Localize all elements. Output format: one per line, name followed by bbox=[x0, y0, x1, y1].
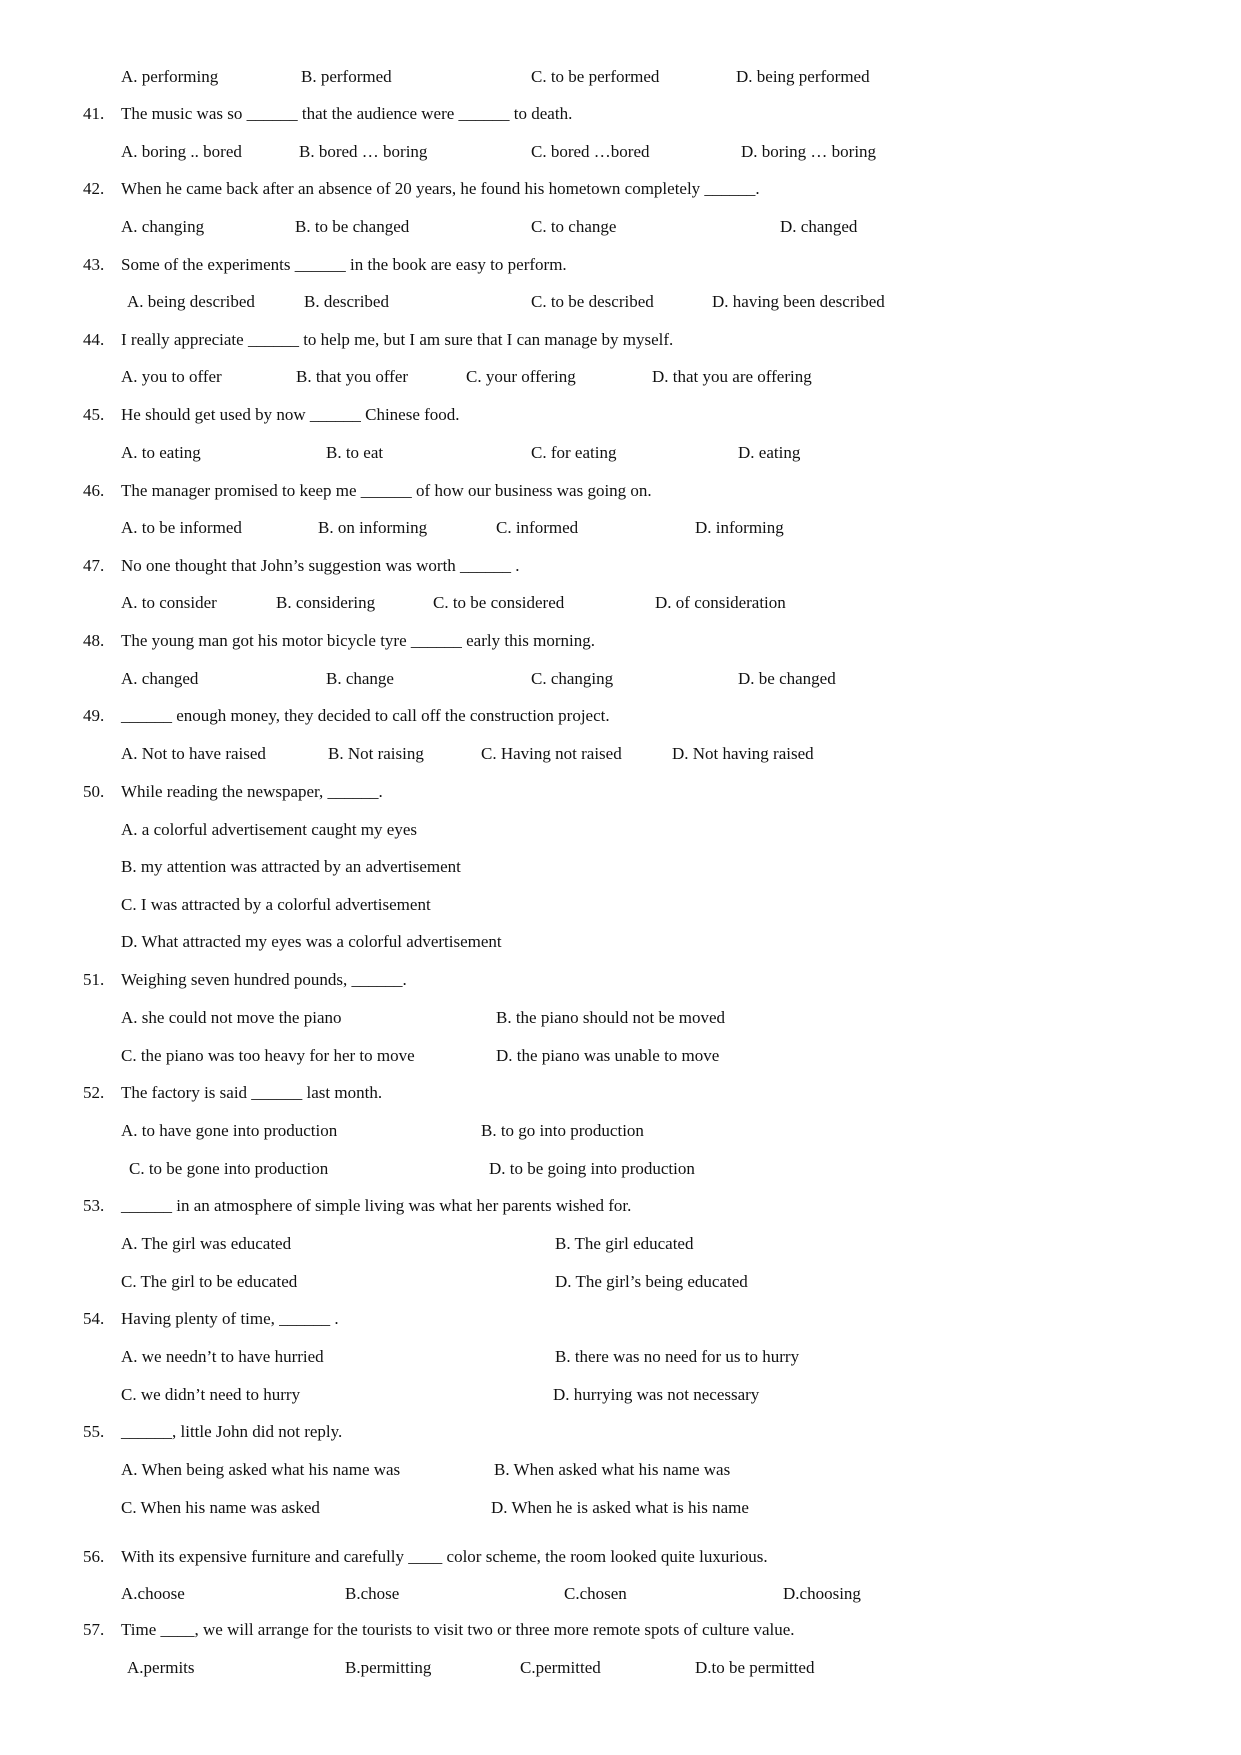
q55-option-b: B. When asked what his name was bbox=[494, 1460, 731, 1479]
q45-option-d: D. eating bbox=[738, 443, 801, 462]
q43-option-d: D. having been described bbox=[712, 292, 885, 311]
q47-option-b: B. considering bbox=[276, 593, 376, 612]
q57-stem: Time ____, we will arrange for the tourists to visit two or three more remote spots of culture value. bbox=[121, 1620, 795, 1639]
q46-option-c: C. informed bbox=[496, 518, 579, 537]
q44-stem: I really appreciate ______ to help me, but I am sure that I can manage by myself. bbox=[121, 330, 674, 349]
q47-option-c: C. to be considered bbox=[433, 593, 565, 612]
q57-option-c: C.permitted bbox=[520, 1658, 601, 1677]
q49-option-b: B. Not raising bbox=[328, 744, 424, 763]
q55-option-d: D. When he is asked what is his name bbox=[491, 1498, 749, 1517]
q47-stem: No one thought that John’s suggestion was worth ______ . bbox=[121, 556, 520, 575]
q52-option-c: C. to be gone into production bbox=[129, 1159, 329, 1178]
q48-stem: The young man got his motor bicycle tyre ______ early this morning. bbox=[121, 631, 596, 650]
q42-option-b: B. to be changed bbox=[295, 217, 410, 236]
q41-option-b: B. bored … boring bbox=[299, 142, 428, 161]
q44-option-d: D. that you are offering bbox=[652, 367, 812, 386]
q51-number: 51. bbox=[83, 970, 105, 989]
q47-number: 47. bbox=[83, 556, 105, 575]
q57-option-d: D.to be permitted bbox=[695, 1658, 815, 1677]
q48-option-b: B. change bbox=[326, 669, 394, 688]
q47-option-d: D. of consideration bbox=[655, 593, 786, 612]
q41-option-a: A. boring .. bored bbox=[121, 142, 242, 161]
q40-option-c: C. to be performed bbox=[531, 67, 660, 86]
q46-number: 46. bbox=[83, 481, 105, 500]
q52-option-b: B. to go into production bbox=[481, 1121, 644, 1140]
q57-option-a: A.permits bbox=[127, 1658, 195, 1677]
q49-option-a: A. Not to have raised bbox=[121, 744, 266, 763]
q48-option-c: C. changing bbox=[531, 669, 614, 688]
q44-number: 44. bbox=[83, 330, 105, 349]
q53-option-c: C. The girl to be educated bbox=[121, 1272, 298, 1291]
q52-stem: The factory is said ______ last month. bbox=[121, 1083, 383, 1102]
q54-stem: Having plenty of time, ______ . bbox=[121, 1309, 339, 1328]
q56-option-b: B.chose bbox=[345, 1584, 400, 1603]
q50-option-d: D. What attracted my eyes was a colorful advertisement bbox=[121, 932, 502, 951]
q47-option-a: A. to consider bbox=[121, 593, 217, 612]
q49-stem: ______ enough money, they decided to call off the construction project. bbox=[121, 706, 610, 725]
q40-option-a: A. performing bbox=[121, 67, 219, 86]
q51-option-b: B. the piano should not be moved bbox=[496, 1008, 726, 1027]
q53-number: 53. bbox=[83, 1196, 105, 1215]
q42-stem: When he came back after an absence of 20 years, he found his hometown completely ______. bbox=[121, 179, 760, 198]
q57-number: 57. bbox=[83, 1620, 105, 1639]
q55-option-a: A. When being asked what his name was bbox=[121, 1460, 401, 1479]
q50-option-b: B. my attention was attracted by an advertisement bbox=[121, 857, 461, 876]
q50-option-c: C. I was attracted by a colorful advertisement bbox=[121, 895, 431, 914]
q46-stem: The manager promised to keep me ______ of how our business was going on. bbox=[121, 481, 652, 500]
q40-option-d: D. being performed bbox=[736, 67, 870, 86]
q43-stem: Some of the experiments ______ in the book are easy to perform. bbox=[121, 255, 567, 274]
q51-option-c: C. the piano was too heavy for her to move bbox=[121, 1046, 415, 1065]
q52-option-a: A. to have gone into production bbox=[121, 1121, 338, 1140]
q54-option-d: D. hurrying was not necessary bbox=[553, 1385, 760, 1404]
q46-option-a: A. to be informed bbox=[121, 518, 242, 537]
q43-number: 43. bbox=[83, 255, 105, 274]
q52-option-d: D. to be going into production bbox=[489, 1159, 695, 1178]
q42-number: 42. bbox=[83, 179, 105, 198]
q56-option-d: D.choosing bbox=[783, 1584, 861, 1603]
q42-option-c: C. to change bbox=[531, 217, 617, 236]
q55-number: 55. bbox=[83, 1422, 105, 1441]
q44-option-a: A. you to offer bbox=[121, 367, 222, 386]
q42-option-d: D. changed bbox=[780, 217, 858, 236]
q51-stem: Weighing seven hundred pounds, ______. bbox=[121, 970, 407, 989]
q44-option-c: C. your offering bbox=[466, 367, 576, 386]
q43-option-a: A. being described bbox=[127, 292, 255, 311]
q50-option-a: A. a colorful advertisement caught my eyes bbox=[121, 820, 417, 839]
q41-option-d: D. boring … boring bbox=[741, 142, 877, 161]
q45-number: 45. bbox=[83, 405, 105, 424]
q53-stem: ______ in an atmosphere of simple living was what her parents wished for. bbox=[121, 1196, 632, 1215]
q50-stem: While reading the newspaper, ______. bbox=[121, 782, 383, 801]
q43-option-b: B. described bbox=[304, 292, 389, 311]
q49-number: 49. bbox=[83, 706, 105, 725]
q46-option-b: B. on informing bbox=[318, 518, 428, 537]
q55-option-c: C. When his name was asked bbox=[121, 1498, 320, 1517]
q51-option-a: A. she could not move the piano bbox=[121, 1008, 342, 1027]
q45-option-c: C. for eating bbox=[531, 443, 617, 462]
q43-option-c: C. to be described bbox=[531, 292, 654, 311]
q49-option-c: C. Having not raised bbox=[481, 744, 622, 763]
q45-stem: He should get used by now ______ Chinese food. bbox=[121, 405, 460, 424]
q50-number: 50. bbox=[83, 782, 105, 801]
q40-option-b: B. performed bbox=[301, 67, 392, 86]
q48-option-d: D. be changed bbox=[738, 669, 836, 688]
q56-option-a: A.choose bbox=[121, 1584, 185, 1603]
q54-option-b: B. there was no need for us to hurry bbox=[555, 1347, 800, 1366]
q56-stem: With its expensive furniture and carefully ____ color scheme, the room looked quite luxurious. bbox=[121, 1547, 768, 1566]
q53-option-d: D. The girl’s being educated bbox=[555, 1272, 748, 1291]
q41-stem: The music was so ______ that the audience were ______ to death. bbox=[121, 104, 573, 123]
q52-number: 52. bbox=[83, 1083, 105, 1102]
q54-number: 54. bbox=[83, 1309, 105, 1328]
q41-number: 41. bbox=[83, 104, 105, 123]
q42-option-a: A. changing bbox=[121, 217, 205, 236]
q45-option-a: A. to eating bbox=[121, 443, 201, 462]
q57-option-b: B.permitting bbox=[345, 1658, 432, 1677]
q54-option-a: A. we needn’t to have hurried bbox=[121, 1347, 324, 1366]
q54-option-c: C. we didn’t need to hurry bbox=[121, 1385, 301, 1404]
q48-option-a: A. changed bbox=[121, 669, 199, 688]
q44-option-b: B. that you offer bbox=[296, 367, 409, 386]
q56-number: 56. bbox=[83, 1547, 105, 1566]
q41-option-c: C. bored …bored bbox=[531, 142, 650, 161]
q48-number: 48. bbox=[83, 631, 105, 650]
q45-option-b: B. to eat bbox=[326, 443, 384, 462]
q55-stem: ______, little John did not reply. bbox=[121, 1422, 343, 1441]
q49-option-d: D. Not having raised bbox=[672, 744, 814, 763]
q56-option-c: C.chosen bbox=[564, 1584, 627, 1603]
q51-option-d: D. the piano was unable to move bbox=[496, 1046, 720, 1065]
q53-option-b: B. The girl educated bbox=[555, 1234, 694, 1253]
q46-option-d: D. informing bbox=[695, 518, 784, 537]
q53-option-a: A. The girl was educated bbox=[121, 1234, 292, 1253]
